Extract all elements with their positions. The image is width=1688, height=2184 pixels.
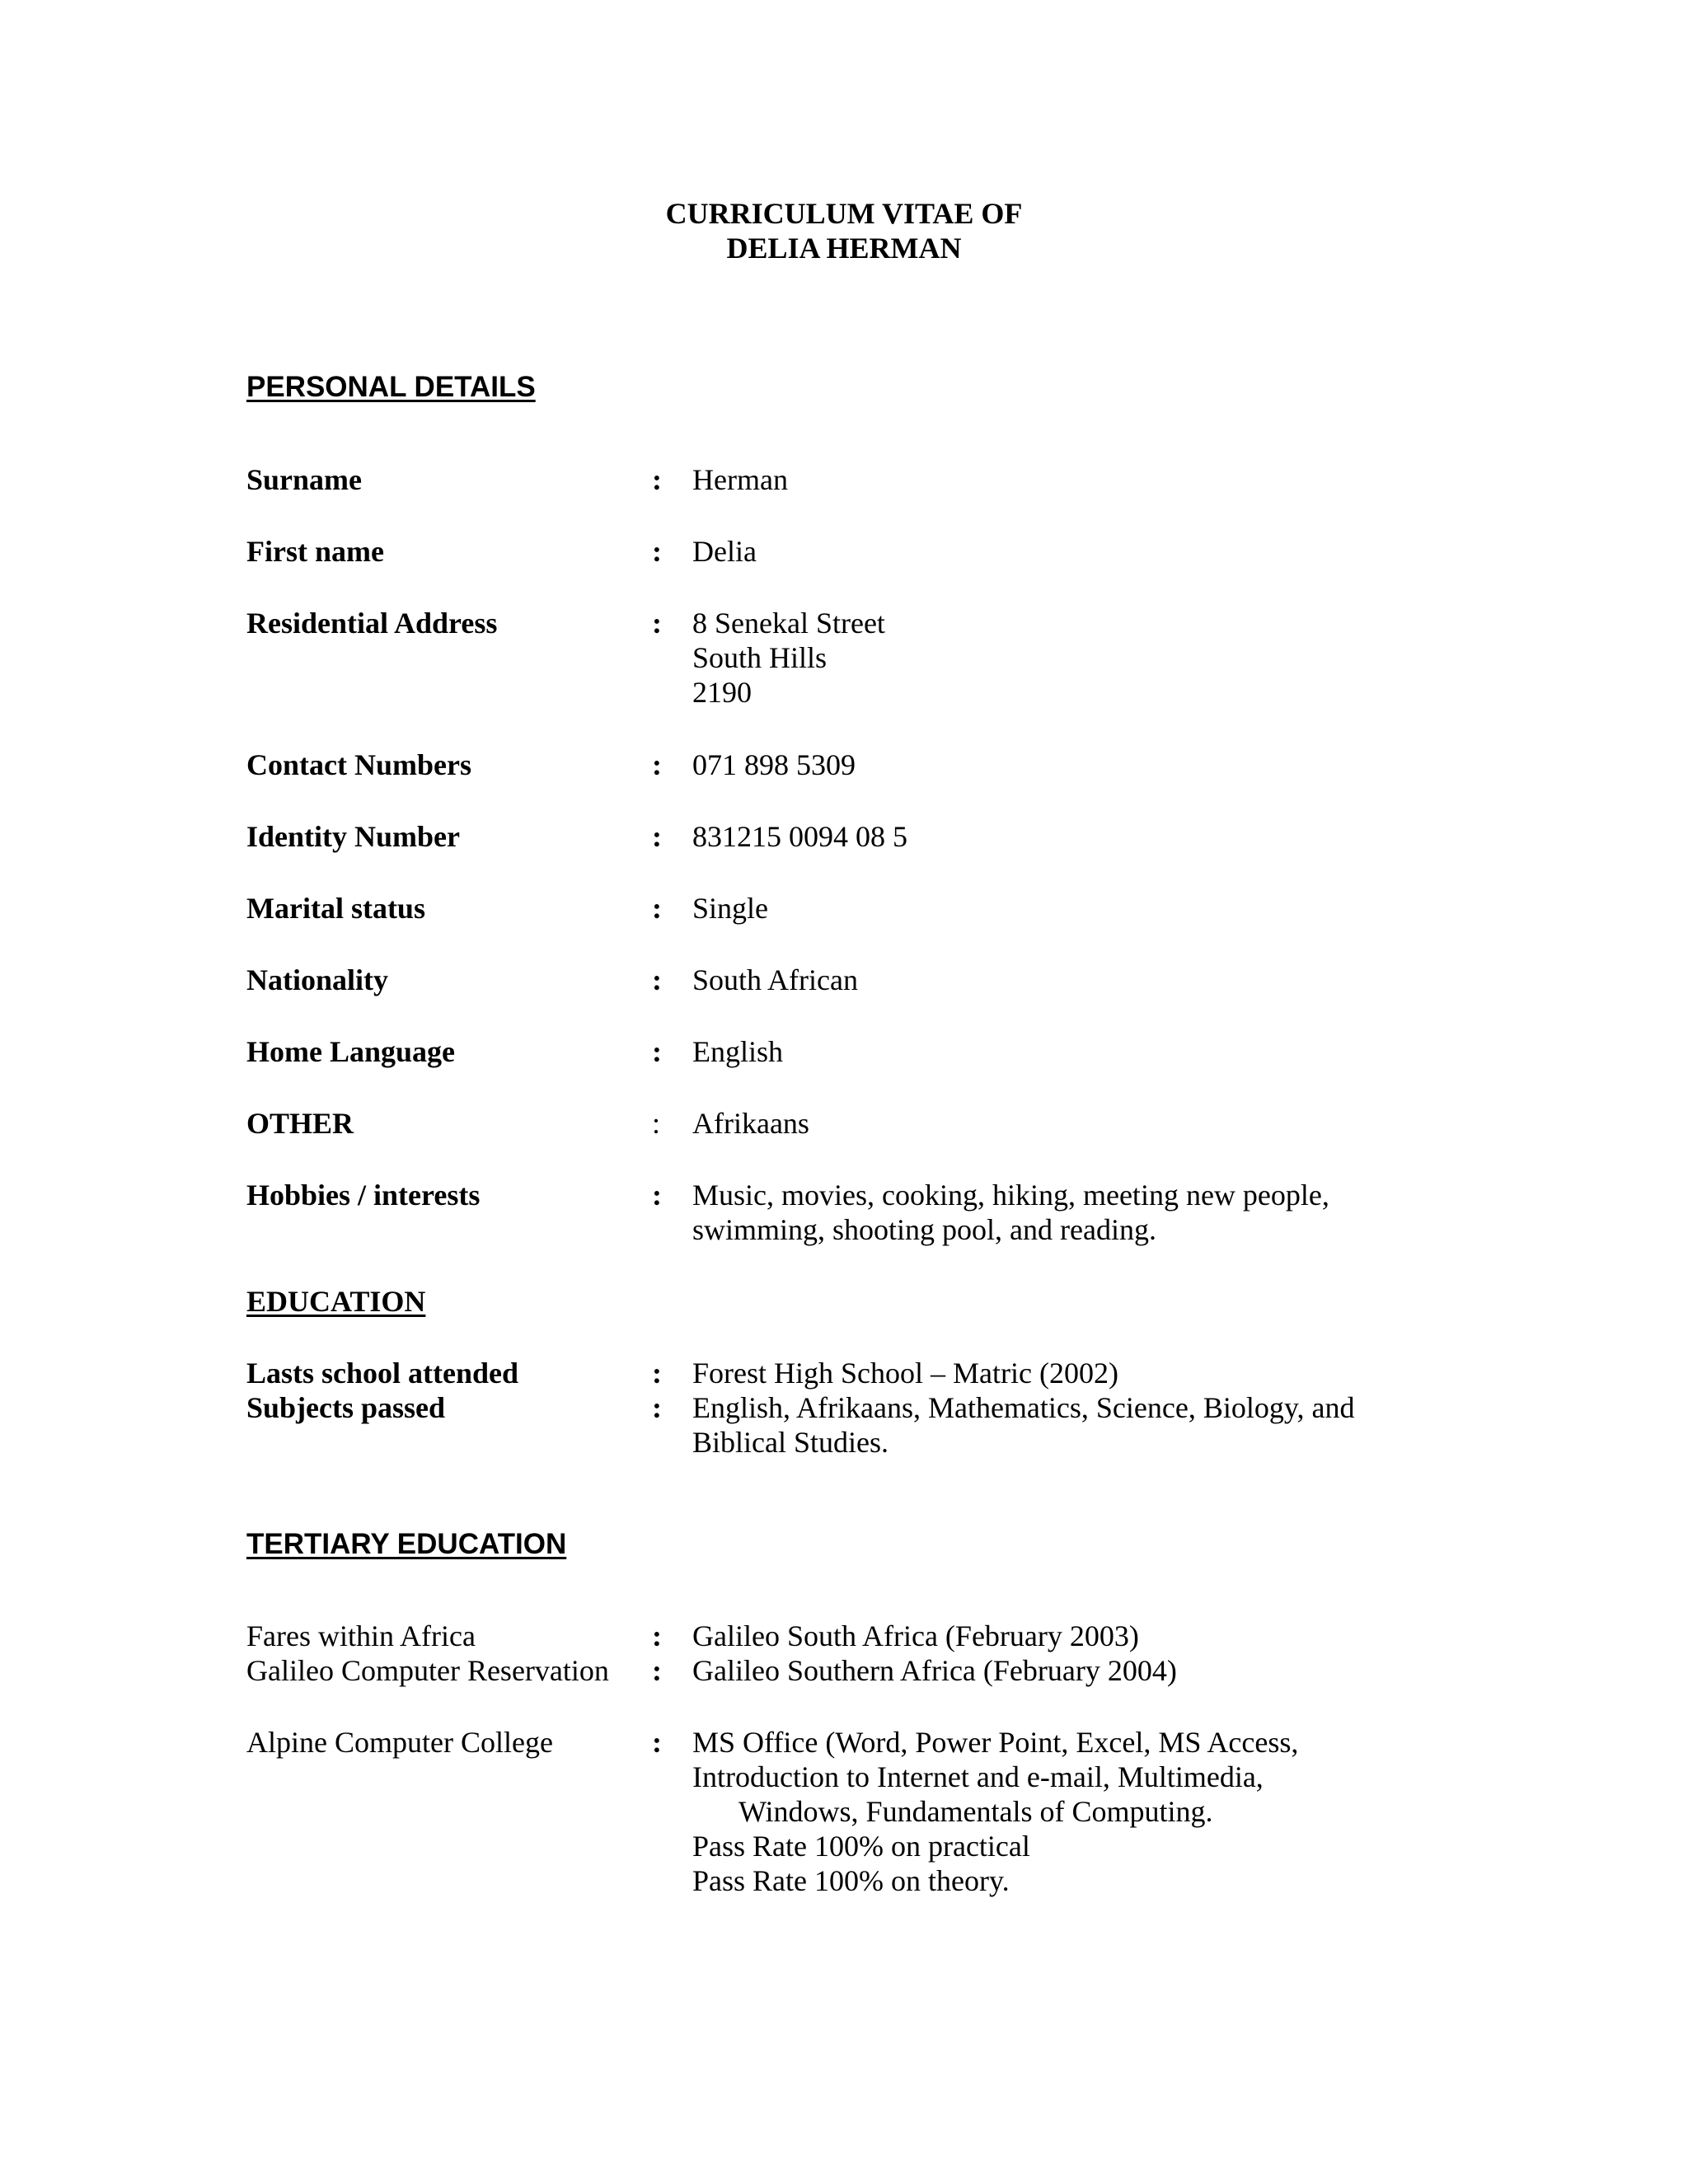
value-line: 2190 [692, 676, 752, 709]
detail-label: Residential Address [246, 607, 498, 640]
education-colon: : [652, 1357, 662, 1390]
personal-details-heading: PERSONAL DETAILS [246, 371, 536, 403]
value-line: Galileo South Africa (February 2003) [692, 1619, 1139, 1652]
value-line: Afrikaans [692, 1107, 809, 1140]
tertiary-value [692, 1619, 1139, 1653]
detail-value [692, 1106, 809, 1141]
education-label: Subjects passed [246, 1391, 446, 1424]
value-line: Forest High School – Matric (2002) [692, 1357, 1118, 1390]
value-line: Galileo Southern Africa (February 2004) [692, 1654, 1177, 1687]
detail-colon: : [652, 748, 662, 781]
value-line: Single [692, 892, 769, 925]
tertiary-colon: : [652, 1619, 662, 1652]
tertiary-education-heading: TERTIARY EDUCATION [246, 1528, 567, 1560]
education-label: Lasts school attended [246, 1357, 519, 1390]
education-value [692, 1356, 1118, 1390]
detail-value [692, 1034, 783, 1069]
title-line-2: DELIA HERMAN [726, 232, 962, 265]
detail-label: Home Language [246, 1035, 456, 1068]
detail-label: Hobbies / interests [246, 1179, 481, 1212]
detail-label: Nationality [246, 963, 389, 996]
value-line: 071 898 5309 [692, 748, 856, 781]
tertiary-label: Galileo Computer Reservation [246, 1654, 609, 1687]
tertiary-value [692, 1653, 1177, 1688]
detail-colon: : [652, 463, 662, 496]
detail-label: Marital status [246, 892, 425, 925]
title-line-1: CURRICULUM VITAE OF [665, 197, 1023, 230]
value-line: swimming, shooting pool, and reading. [692, 1213, 1156, 1246]
education-heading: EDUCATION [246, 1285, 426, 1318]
detail-value [692, 748, 856, 782]
detail-colon: : [652, 1179, 662, 1212]
detail-value [692, 963, 858, 997]
detail-colon: : [652, 892, 662, 925]
value-line: Biblical Studies. [692, 1426, 889, 1459]
tertiary-value [692, 1725, 1298, 1898]
detail-colon: : [652, 607, 662, 640]
detail-value [692, 891, 768, 926]
detail-colon: : [652, 535, 662, 568]
value-line: Herman [692, 463, 788, 496]
detail-label: Surname [246, 463, 363, 496]
detail-label: First name [246, 535, 384, 568]
value-line: English [692, 1035, 784, 1068]
value-line: Pass Rate 100% on theory. [692, 1864, 1010, 1897]
tertiary-label: Fares within Africa [246, 1619, 476, 1652]
document-title [0, 196, 1688, 265]
tertiary-label: Alpine Computer College [246, 1726, 553, 1759]
tertiary-colon: : [652, 1654, 662, 1687]
education-value [692, 1390, 1355, 1460]
value-line: Introduction to Internet and e-mail, Multimedia, [692, 1760, 1264, 1793]
detail-value [692, 1178, 1329, 1247]
value-line: Music, movies, cooking, hiking, meeting new people, [692, 1179, 1329, 1212]
education-colon: : [652, 1391, 662, 1424]
detail-colon: : [652, 820, 662, 853]
value-line: South African [692, 963, 858, 996]
value-line: Windows, Fundamentals of Computing. [738, 1795, 1213, 1828]
detail-colon: : [652, 1035, 662, 1068]
detail-label: OTHER [246, 1107, 354, 1140]
detail-label: Contact Numbers [246, 748, 471, 781]
tertiary-colon: : [652, 1726, 662, 1759]
detail-value [692, 819, 907, 854]
detail-value [692, 462, 788, 497]
value-line: English, Afrikaans, Mathematics, Science, Biology, and [692, 1391, 1355, 1424]
detail-label: Identity Number [246, 820, 460, 853]
value-line: Delia [692, 535, 757, 568]
value-line: Pass Rate 100% on practical [692, 1830, 1030, 1863]
detail-value [692, 606, 885, 710]
value-line: MS Office (Word, Power Point, Excel, MS Access, [692, 1726, 1299, 1759]
detail-value [692, 534, 757, 569]
value-line: South Hills [692, 641, 828, 674]
detail-colon: : [652, 1107, 661, 1140]
value-line: 8 Senekal Street [692, 607, 885, 640]
detail-colon: : [652, 963, 662, 996]
value-line: 831215 0094 08 5 [692, 820, 907, 853]
